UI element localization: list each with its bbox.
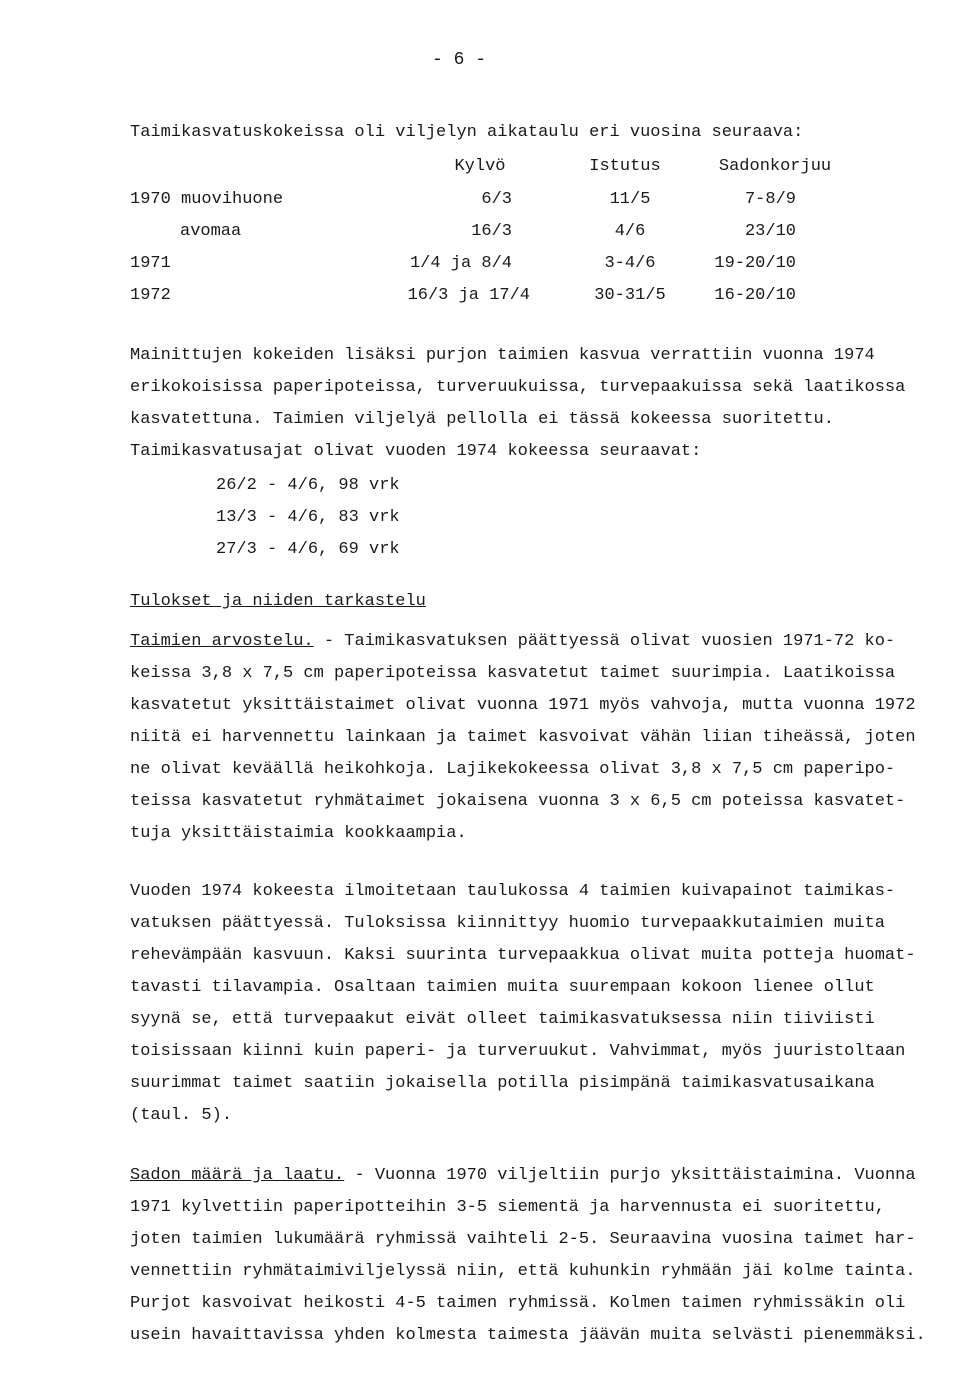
- header-istutus: Istutus: [589, 157, 661, 176]
- cell-istutus: 11/5: [609, 190, 651, 209]
- row-label: 1970 muovihuone: [130, 190, 284, 209]
- paragraph-line: vennettiin ryhmätaimiviljelyssä niin, että kuhunkin ryhmään jäi kolme tainta.: [130, 1262, 916, 1281]
- paragraph-line: Vuoden 1974 kokeesta ilmoitetaan taulukossa 4 taimien kuivapainot taimikas-: [130, 882, 896, 901]
- cell-kylvo: 1/4 ja 8/4: [409, 254, 512, 273]
- paragraph-line: syynä se, että turvepaakut eivät olleet taimikasvatuksessa niin tiiviisti: [130, 1010, 875, 1029]
- cell-kylvo: 16/3 ja 17/4: [407, 286, 530, 305]
- section-heading: Tulokset ja niiden tarkastelu: [130, 592, 426, 611]
- paragraph-line: suurimmat taimet saatiin jokaisella potilla pisimpänä taimikasvatusaikana: [130, 1074, 875, 1093]
- paragraph-line: erikokoisissa paperipoteissa, turveruukuissa, turvepaakuissa sekä laatikossa: [130, 378, 906, 397]
- paragraph-line: kasvatettuna. Taimien viljelyä pellolla ei tässä kokeessa suoritettu.: [130, 410, 834, 429]
- paragraph-heading: Taimien arvostelu.: [130, 632, 314, 651]
- cell-sadonkorjuu: 23/10: [744, 222, 796, 241]
- cell-kylvo: 6/3: [481, 190, 512, 209]
- paragraph-line: usein havaittavissa yhden kolmesta taimesta jäävän muita selvästi pienemmäksi.: [130, 1326, 926, 1345]
- intro-line: Taimikasvatuskokeissa oli viljelyn aikataulu eri vuosina seuraava:: [130, 123, 804, 142]
- cell-sadonkorjuu: 16-20/10: [714, 286, 796, 305]
- cell-istutus: 3-4/6: [604, 254, 656, 273]
- paragraph-first-line: [130, 632, 895, 651]
- paragraph-line: rehevämpään kasvuun. Kaksi suurinta turvepaakkua olivat muita potteja huomat-: [130, 946, 916, 965]
- paragraph-line: vatuksen päättyessä. Tuloksissa kiinnittyy huomio turvepaakkutaimien muita: [130, 914, 885, 933]
- paragraph-heading: Sadon määrä ja laatu.: [130, 1166, 345, 1185]
- cell-istutus: 30-31/5: [594, 286, 666, 305]
- page-number: - 6 -: [432, 50, 487, 70]
- paragraph-line-rest: - Taimikasvatuksen päättyessä olivat vuosien 1971-72 ko-: [313, 632, 896, 651]
- paragraph-line: toisissaan kiinni kuin paperi- ja turveruukut. Vahvimmat, myös juuristoltaan: [130, 1042, 906, 1061]
- paragraph-line: tavasti tilavampia. Osaltaan taimien muita suurempaan kokoon lienee ollut: [130, 978, 875, 997]
- paragraph-line-rest: - Vuonna 1970 viljeltiin purjo yksittäistaimina. Vuonna: [344, 1166, 916, 1185]
- row-label: 1971: [130, 254, 171, 273]
- paragraph-line: Mainittujen kokeiden lisäksi purjon taimien kasvua verrattiin vuonna 1974: [130, 346, 875, 365]
- paragraph-line: ne olivat keväällä heikohkoja. Lajikekokeessa olivat 3,8 x 7,5 cm paperipo-: [130, 760, 896, 779]
- paragraph-line: kasvatetut yksittäistaimet olivat vuonna 1971 myös vahvoja, mutta vuonna 1972: [130, 696, 916, 715]
- row-label: 1972: [130, 286, 171, 305]
- cell-kylvo: 16/3: [471, 222, 512, 241]
- duration-line: 27/3 - 4/6, 69 vrk: [216, 540, 400, 559]
- header-kylvo: Kylvö: [454, 157, 506, 176]
- row-label: avomaa: [180, 222, 242, 241]
- paragraph-line: Purjot kasvoivat heikosti 4-5 taimen ryhmissä. Kolmen taimen ryhmissäkin oli: [130, 1294, 906, 1313]
- paragraph-line: teissa kasvatetut ryhmätaimet jokaisena vuonna 3 x 6,5 cm poteissa kasvatet-: [130, 792, 906, 811]
- paragraph-line: 1971 kylvettiin paperipotteihin 3-5 siementä ja harvennusta ei suoritettu,: [130, 1198, 885, 1217]
- paragraph-first-line: [130, 1166, 916, 1185]
- duration-line: 13/3 - 4/6, 83 vrk: [216, 508, 400, 527]
- paragraph-line: joten taimien lukumäärä ryhmissä vaihteli 2-5. Seuraavina vuosina taimet har-: [130, 1230, 916, 1249]
- paragraph-line: keissa 3,8 x 7,5 cm paperipoteissa kasvatetut taimet suurimpia. Laatikoissa: [130, 664, 896, 683]
- cell-istutus: 4/6: [614, 222, 646, 241]
- duration-line: 26/2 - 4/6, 98 vrk: [216, 476, 400, 495]
- cell-sadonkorjuu: 7-8/9: [744, 190, 796, 209]
- cell-sadonkorjuu: 19-20/10: [714, 254, 796, 273]
- header-sadonkorjuu: Sadonkorjuu: [718, 157, 832, 176]
- paragraph-line: niitä ei harvennettu lainkaan ja taimet kasvoivat vähän liian tiheässä, joten: [130, 728, 916, 747]
- paragraph-line: Taimikasvatusajat olivat vuoden 1974 kokeessa seuraavat:: [130, 442, 702, 461]
- paragraph-line: tuja yksittäistaimia kookkaampia.: [130, 824, 467, 843]
- paragraph-line: (taul. 5).: [130, 1106, 233, 1125]
